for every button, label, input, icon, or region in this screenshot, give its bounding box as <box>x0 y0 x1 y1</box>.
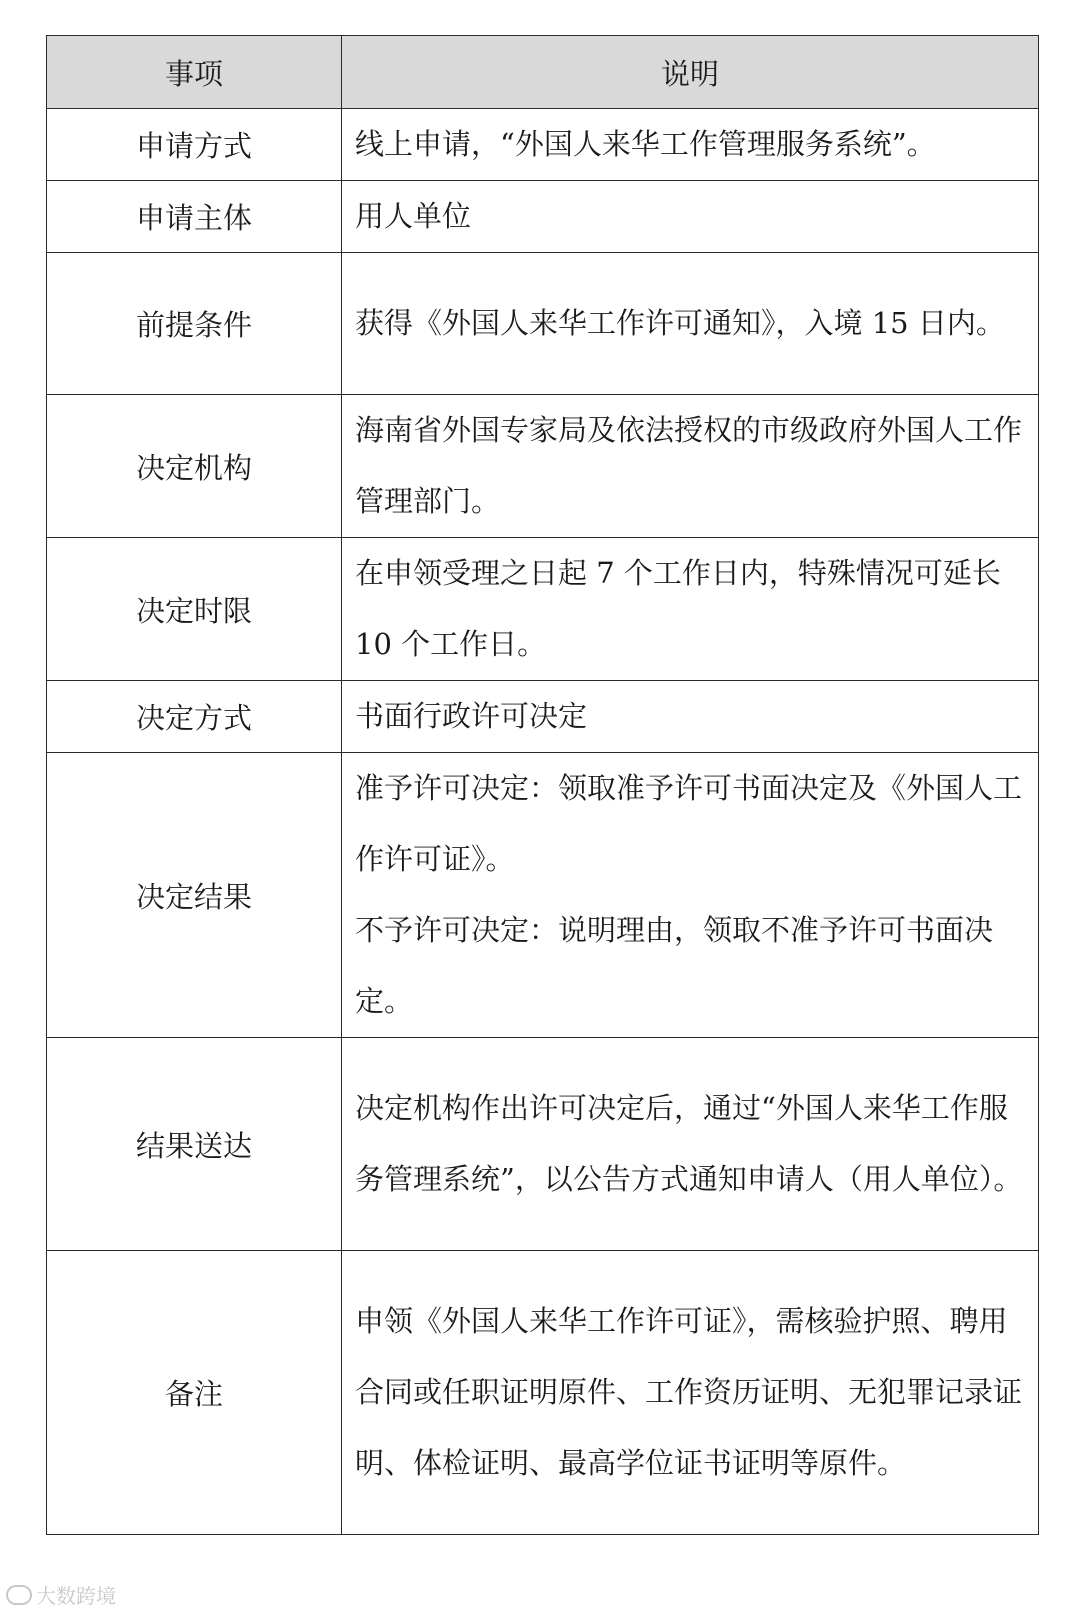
table-row <box>47 753 1039 1038</box>
row-item: 决定机构 <box>47 395 342 538</box>
row-item: 决定时限 <box>47 538 342 681</box>
description-paragraph: 线上申请，“外国人来华工作管理服务系统”。 <box>355 127 936 161</box>
description-paragraph: 不予许可决定：说明理由，领取不准予许可书面决定。 <box>355 913 994 1018</box>
description-paragraph: 书面行政许可决定 <box>355 699 588 733</box>
row-description <box>342 753 1039 1038</box>
row-description <box>342 181 1039 253</box>
info-table <box>46 35 1039 1535</box>
row-description <box>342 538 1039 681</box>
row-description <box>342 109 1039 181</box>
row-item: 结果送达 <box>47 1038 342 1251</box>
table-row <box>47 681 1039 753</box>
row-description <box>342 1038 1039 1251</box>
row-item: 申请方式 <box>47 109 342 181</box>
row-item: 备注 <box>47 1251 342 1535</box>
table-row <box>47 109 1039 181</box>
table-row <box>47 395 1039 538</box>
row-item: 申请主体 <box>47 181 342 253</box>
watermark <box>6 1580 116 1609</box>
row-description <box>342 1251 1039 1535</box>
description-paragraph: 准予许可决定：领取准予许可书面决定及《外国人工作许可证》。 <box>355 771 1023 876</box>
table-row <box>47 1251 1039 1535</box>
description-paragraph: 用人单位 <box>355 199 472 233</box>
table-row <box>47 181 1039 253</box>
description-paragraph: 决定机构作出许可决定后，通过“外国人来华工作服务管理系统”，以公告方式通知申请人（用人单位）。 <box>355 1091 1023 1196</box>
header-description: 说明 <box>342 36 1039 109</box>
row-description <box>342 395 1039 538</box>
row-description <box>342 681 1039 753</box>
table-row <box>47 538 1039 681</box>
row-item: 决定结果 <box>47 753 342 1038</box>
row-item: 决定方式 <box>47 681 342 753</box>
watermark-text: 大数跨境 <box>36 1584 116 1608</box>
table-row <box>47 253 1039 395</box>
brand-logo-icon <box>6 1585 32 1605</box>
description-paragraph: 在申领受理之日起 7 个工作日内，特殊情况可延长 10 个工作日。 <box>355 556 1001 661</box>
table-header-row <box>47 36 1039 109</box>
header-item: 事项 <box>47 36 342 109</box>
row-item: 前提条件 <box>47 253 342 395</box>
row-description <box>342 253 1039 395</box>
description-paragraph: 获得《外国人来华工作许可通知》，入境 15 日内。 <box>355 306 1005 340</box>
table-row <box>47 1038 1039 1251</box>
description-paragraph: 海南省外国专家局及依法授权的市级政府外国人工作管理部门。 <box>355 413 1023 518</box>
description-paragraph: 申领《外国人来华工作许可证》，需核验护照、聘用合同或任职证明原件、工作资历证明、无犯罪记录证明、体检证明、最高学位证书证明等原件。 <box>355 1304 1023 1480</box>
